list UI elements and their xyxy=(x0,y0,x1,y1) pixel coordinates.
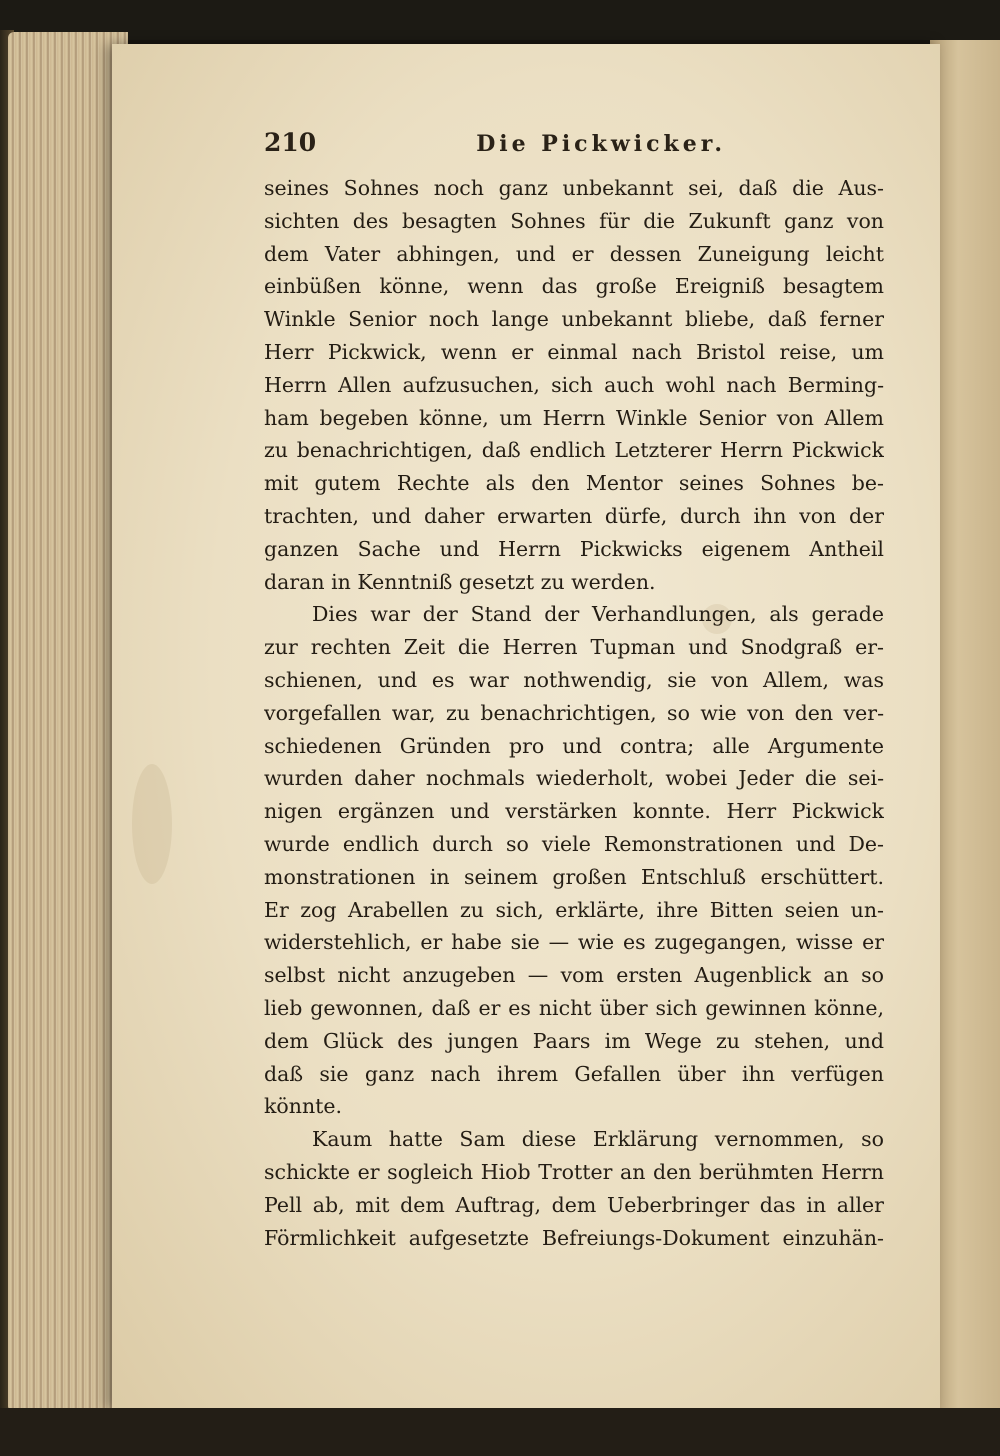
text-line: daß sie ganz nach ihrem Gefallen über ihn verfügen xyxy=(264,1061,884,1086)
text-line: monstrationen in seinem großen Entschluß erschüttert. xyxy=(264,864,884,889)
text-line: vorgefallen war, zu benachrichtigen, so wie von den ver- xyxy=(264,700,884,725)
text-line: schienen, und es war nothwendig, sie von Allem, was xyxy=(264,667,884,692)
paragraph-start-line: Dies war der Stand der Verhandlungen, als gerade xyxy=(312,602,884,627)
running-head xyxy=(264,128,884,168)
text-line: zu benachrichtigen, daß endlich Letzterer Herrn Pickwick xyxy=(264,438,884,463)
body-text xyxy=(264,172,884,1254)
text-line: Winkle Senior noch lange unbekannt bliebe, daß ferner xyxy=(264,307,884,332)
text-line: mit gutem Rechte als den Mentor seines Sohnes be- xyxy=(264,471,884,496)
page-edges xyxy=(8,32,128,1412)
facing-page-edge xyxy=(930,40,1000,1410)
text-line: Förmlichkeit aufgesetzte Befreiungs-Dokument einzuhän- xyxy=(264,1225,884,1250)
text-line: trachten, und daher erwarten dürfe, durch ihn von der xyxy=(264,503,884,528)
text-line: nigen ergänzen und verstärken konnte. Herr Pickwick xyxy=(264,799,884,824)
text-line: widerstehlich, er habe sie — wie es zugegangen, wisse er xyxy=(264,930,884,955)
text-line: einbüßen könne, wenn das große Ereigniß besagtem xyxy=(264,274,884,299)
book-cover-top xyxy=(0,0,1000,40)
text-line: schickte er sogleich Hiob Trotter an den berühmten Herrn xyxy=(264,1159,884,1184)
text-line: ham begeben könne, um Herrn Winkle Senior von Allem xyxy=(264,405,884,430)
text-line: dem Vater abhingen, und er dessen Zuneigung leicht xyxy=(264,241,884,266)
book-page xyxy=(112,44,940,1410)
text-line: Herrn Allen aufzusuchen, sich auch wohl nach Berming- xyxy=(264,372,884,397)
book-cover-bottom xyxy=(0,1408,1000,1456)
text-line: Herr Pickwick, wenn er einmal nach Bristol reise, um xyxy=(264,339,884,364)
page-stain xyxy=(132,764,172,884)
text-line: wurden daher nochmals wiederholt, wobei Jeder die sei- xyxy=(264,766,884,791)
text-line: schiedenen Gründen pro und contra; alle Argumente xyxy=(264,733,884,758)
text-line: selbst nicht anzugeben — vom ersten Augenblick an so xyxy=(264,963,884,988)
text-line: dem Glück des jungen Paars im Wege zu stehen, und xyxy=(264,1028,884,1053)
text-line: Er zog Arabellen zu sich, erklärte, ihre Bitten seien un- xyxy=(264,897,884,922)
page-number: 210 xyxy=(264,128,317,157)
text-line: lieb gewonnen, daß er es nicht über sich gewinnen könne, xyxy=(264,995,884,1020)
text-line: ganzen Sache und Herrn Pickwicks eigenem Antheil xyxy=(264,536,884,561)
text-line: könnte. xyxy=(264,1094,343,1119)
text-line: Pell ab, mit dem Auftrag, dem Ueberbringer das in aller xyxy=(264,1192,884,1217)
text-line: sichten des besagten Sohnes für die Zukunft ganz von xyxy=(264,208,884,233)
text-line: seines Sohnes noch ganz unbekannt sei, daß die Aus- xyxy=(264,176,884,200)
page-content xyxy=(264,128,884,1254)
text-line: zur rechten Zeit die Herren Tupman und Snodgraß er- xyxy=(264,635,884,660)
text-line: daran in Kenntniß gesetzt zu werden. xyxy=(264,569,656,594)
text-line: wurde endlich durch so viele Remonstrationen und De- xyxy=(264,831,884,856)
paragraph-start-line: Kaum hatte Sam diese Erklärung vernommen, so xyxy=(312,1127,884,1152)
running-title: Die Pickwicker. xyxy=(476,131,726,157)
